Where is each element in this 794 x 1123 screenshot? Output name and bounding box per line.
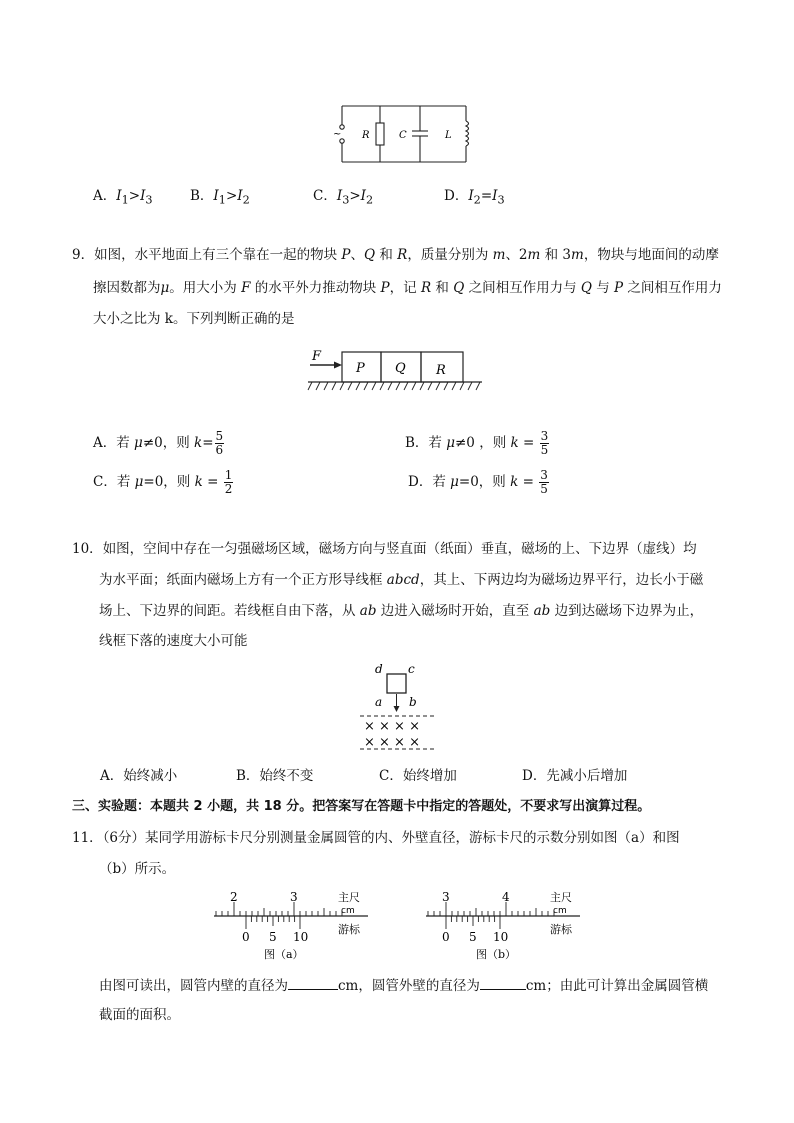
q10-stem-line-4: 线框下落的速度大小可能 — [99, 633, 248, 649]
corner-a-label: a — [375, 695, 383, 709]
vernier-title: 游标 — [338, 923, 360, 936]
vernier-caliper-b — [424, 890, 584, 960]
vernier-scale-label: 0 — [442, 930, 450, 944]
main-scale-label: 4 — [502, 890, 510, 904]
main-scale-title: 主尺 — [550, 891, 572, 904]
field-row-2: × × × × — [364, 735, 420, 750]
unit-label: cm — [341, 906, 355, 916]
q8-option-d[interactable]: D．$I_2=I_3$ — [444, 188, 505, 207]
vernier-title: 游标 — [550, 923, 572, 936]
q10-option-c[interactable]: C．始终增加 — [379, 768, 457, 784]
main-scale-label: 2 — [230, 890, 238, 904]
block-p-label: P — [356, 361, 365, 376]
q11-stem-line-1: 11．（6分）某同学用游标卡尺分别测量金属圆管的内、外壁直径，游标卡尺的示数分别如图（a）和图 — [72, 830, 680, 846]
q10-stem-line-1: 10．如图，空间中存在一匀强磁场区域，磁场方向与竖直面（纸面）垂直，磁场的上、下边界（虚线）均 — [72, 541, 697, 557]
vernier-caliper-a — [212, 890, 372, 960]
vernier-scale-label: 10 — [293, 930, 309, 944]
resistor-label: R — [362, 130, 370, 141]
q10-option-a[interactable]: A．始终减小 — [100, 768, 178, 784]
outer-diameter-blank[interactable] — [480, 975, 526, 990]
q11-stem-line-4: 截面的面积。 — [99, 1007, 180, 1023]
rlc-circuit-diagram — [330, 103, 475, 165]
q9-option-d[interactable]: D．若 μ=0，则 k = $\frac{3}{5}$ — [408, 468, 548, 496]
magnetic-field-loop-diagram — [358, 660, 438, 752]
inner-diameter-blank[interactable] — [288, 975, 338, 990]
vernier-scale-label: 5 — [269, 930, 277, 944]
block-r-label: R — [436, 363, 446, 378]
q11-stem-line-3: 由图可读出，圆管内壁的直径为 cm，圆管外壁的直径为 cm；由此可计算出金属圆管横 — [99, 975, 708, 995]
q9-stem-line-3: 大小之比为 k。下列判断正确的是 — [93, 311, 295, 327]
q10-stem-line-2: 为水平面；纸面内磁场上方有一个正方形导线框 abcd，其上、下两边均为磁场边界平行，边长小于磁 — [99, 572, 704, 588]
q8-option-b[interactable]: B．$I_1>I_2$ — [190, 188, 250, 207]
vernier-scale-label: 5 — [469, 930, 477, 944]
main-scale-label: 3 — [442, 890, 450, 904]
unit-label: cm — [553, 906, 567, 916]
main-scale-label: 3 — [290, 890, 298, 904]
corner-b-label: b — [409, 695, 417, 709]
inductor-label: L — [445, 130, 452, 141]
q10-option-d[interactable]: D．先减小后增加 — [522, 768, 628, 784]
section-3-heading: 三、实验题：本题共 2 小题，共 18 分。把答案写在答题卡中指定的答题处，不要求写出演算过程。 — [72, 799, 651, 814]
block-q-label: Q — [395, 361, 406, 376]
q9-option-a[interactable]: A．若 μ≠0，则 k= $\frac{5}{6}$ — [93, 429, 224, 457]
main-scale-title: 主尺 — [338, 891, 360, 904]
q11-stem-line-2: （b）所示。 — [99, 861, 176, 877]
q8-option-c[interactable]: C．$I_3>I_2$ — [313, 188, 374, 207]
field-row-1: × × × × — [364, 719, 420, 734]
q9-stem-line-2: 擦因数都为μ。用大小为 F 的水平外力推动物块 P，记 R 和 Q 之间相互作用力与 Q 与 P 之间相互作用力 — [93, 280, 722, 296]
q10-option-b[interactable]: B．始终不变 — [236, 768, 314, 784]
force-label: F — [312, 349, 322, 364]
q9-option-b[interactable]: B．若 μ≠0 ，则 k = $\frac{3}{5}$ — [405, 429, 549, 457]
corner-d-label: d — [375, 662, 383, 676]
capacitor-label: C — [399, 130, 407, 141]
blocks-on-ground-diagram — [306, 346, 486, 396]
vernier-scale-label: 0 — [242, 930, 250, 944]
q9-stem-line-1: 9．如图，水平地面上有三个靠在一起的物块 P、Q 和 R，质量分别为 m、2m 和 3m，物块与地面间的动摩 — [72, 247, 719, 263]
q9-option-c[interactable]: C．若 μ=0，则 k = $\frac{1}{2}$ — [93, 468, 233, 496]
figure-caption: 图（b） — [476, 948, 517, 961]
corner-c-label: c — [408, 662, 415, 676]
source-symbol: ~ — [333, 129, 342, 140]
figure-caption: 图（a） — [264, 948, 304, 961]
q10-stem-line-3: 场上、下边界的间距。若线框自由下落，从 ab 边进入磁场时开始，直至 ab 边到达磁场下边界为止， — [99, 603, 704, 619]
vernier-scale-label: 10 — [493, 930, 509, 944]
q8-option-a[interactable]: A．$I_1>I_3$ — [93, 188, 153, 207]
